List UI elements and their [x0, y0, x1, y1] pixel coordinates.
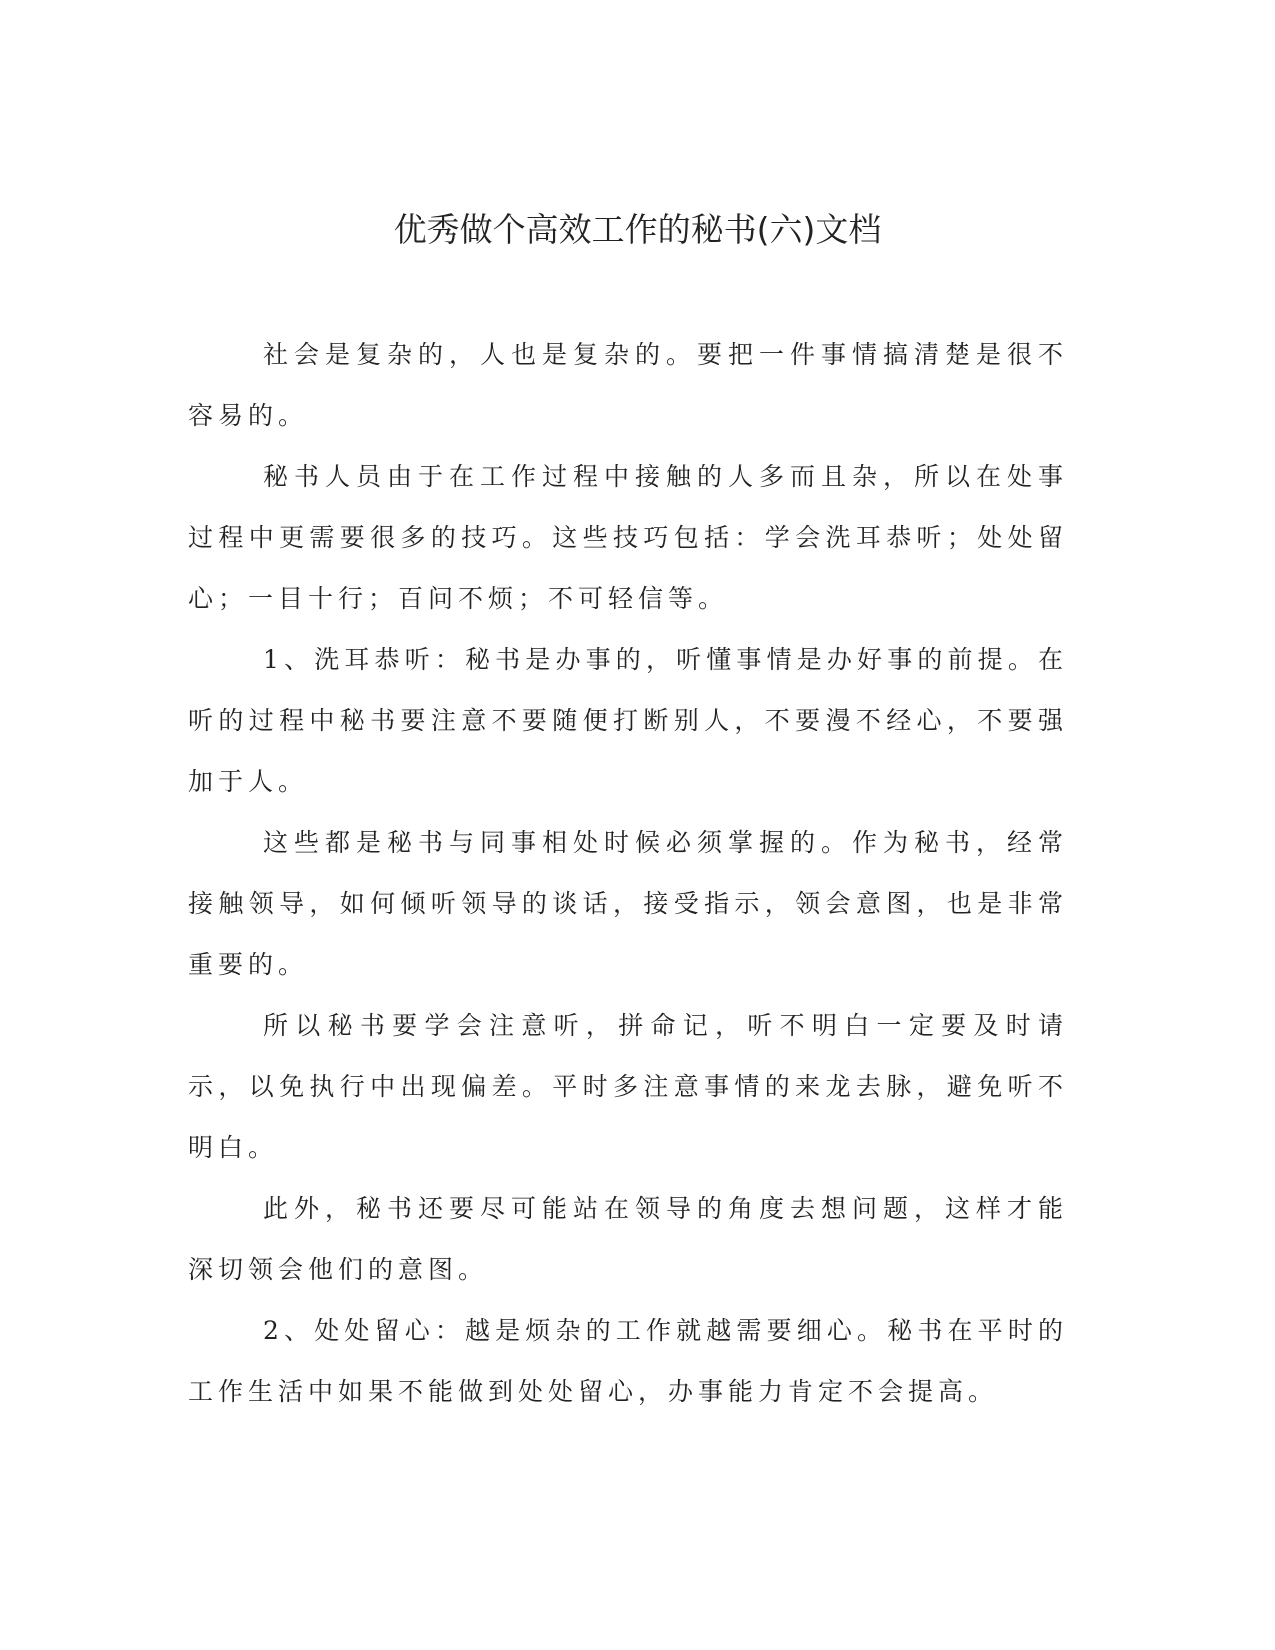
paragraph: 社会是复杂的，人也是复杂的。要把一件事情搞清楚是很不容易的。: [188, 340, 1068, 430]
paragraph: 此外，秘书还要尽可能站在领导的角度去想问题，这样才能深切领会他们的意图。: [188, 1194, 1068, 1284]
document-body: [188, 324, 1068, 1422]
paragraph: 1、洗耳恭听：秘书是办事的，听懂事情是办好事的前提。在听的过程中秘书要注意不要随便打断别人，不要漫不经心，不要强加于人。: [188, 645, 1068, 796]
paragraph: 这些都是秘书与同事相处时候必须掌握的。作为秘书，经常接触领导，如何倾听领导的谈话，接受指示，领会意图，也是非常重要的。: [188, 828, 1068, 979]
document-title: 优秀做个高效工作的秘书(六)文档: [393, 210, 882, 249]
paragraph: 所以秘书要学会注意听，拼命记，听不明白一定要及时请示，以免执行中出现偏差。平时多注意事情的来龙去脉，避免听不明白。: [188, 1011, 1068, 1162]
paragraph: 2、处处留心：越是烦杂的工作就越需要细心。秘书在平时的工作生活中如果不能做到处处留心，办事能力肯定不会提高。: [188, 1316, 1068, 1406]
paragraph: 秘书人员由于在工作过程中接触的人多而且杂，所以在处事过程中更需要很多的技巧。这些技巧包括：学会洗耳恭听；处处留心；一目十行；百问不烦；不可轻信等。: [188, 462, 1068, 613]
